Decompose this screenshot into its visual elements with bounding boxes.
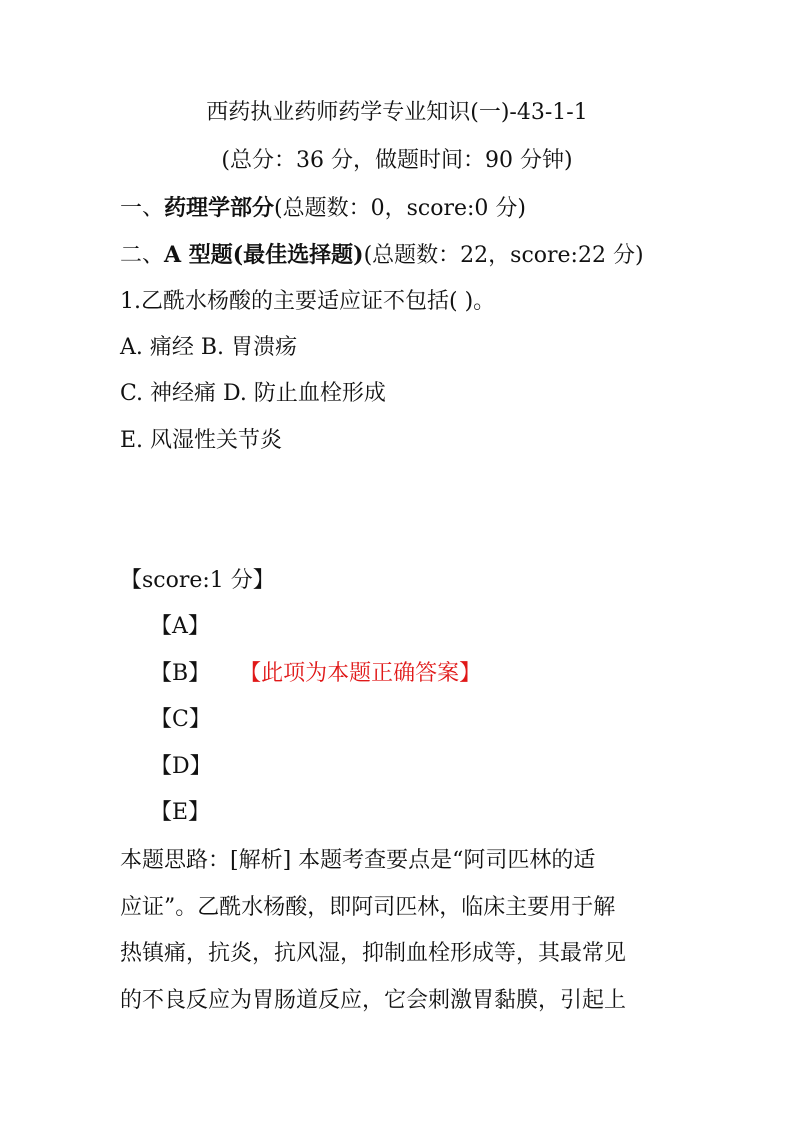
answer-option-a [150,612,210,642]
section-meta: (总题数：0，score:0 分) [274,196,526,221]
explanation-paragraph [120,838,676,1024]
section-heading-pharmacology [120,193,526,224]
document-subtitle: (总分：36 分，做题时间：90 分钟) [221,148,573,173]
section-name: 药理学部分 [164,195,275,221]
answer-option-d [150,752,212,782]
answer-label: 【D】 [150,754,212,779]
explanation-line: 应证”。乙酰水杨酸，即阿司匹林，临床主要用于解 [120,894,616,920]
section-heading-type-a [120,240,644,271]
answer-label: 【E】 [150,800,211,825]
answer-option-b [150,659,481,689]
answer-option-e [150,798,210,828]
section-name: A 型题(最佳选择题) [164,242,364,268]
section-prefix: 一、 [120,196,165,221]
answer-label: 【B】 [150,661,211,686]
section-prefix: 二、 [120,243,165,268]
answer-option-c [150,705,211,735]
answer-label: 【A】 [150,614,210,639]
answer-label: 【C】 [150,707,211,732]
question-options-line: C. 神经痛 D. 防止血栓形成 [120,381,386,406]
explanation-line: 的不良反应为胃肠道反应，它会刺激胃黏膜，引起上 [120,987,627,1013]
question-score: 【score:1 分】 [120,568,275,593]
question-options-line: A. 痛经 B. 胃溃疡 [120,335,298,360]
document-title: 西药执业药师药学专业知识(一)-43-1-1 [206,100,588,125]
explanation-line: 热镇痛，抗炎，抗风湿，抑制血栓形成等，其最常见 [120,941,627,966]
correct-answer-marker: 【此项为本题正确答案】 [250,661,482,686]
question-stem: 1.乙酰水杨酸的主要适应证不包括( )。 [120,289,496,314]
explanation-line: 本题思路：[解析] 本题考查要点是“阿司匹林的适 [120,848,596,873]
section-meta: (总题数：22，score:22 分) [363,243,644,268]
question-options-line: E. 风湿性关节炎 [120,428,283,453]
